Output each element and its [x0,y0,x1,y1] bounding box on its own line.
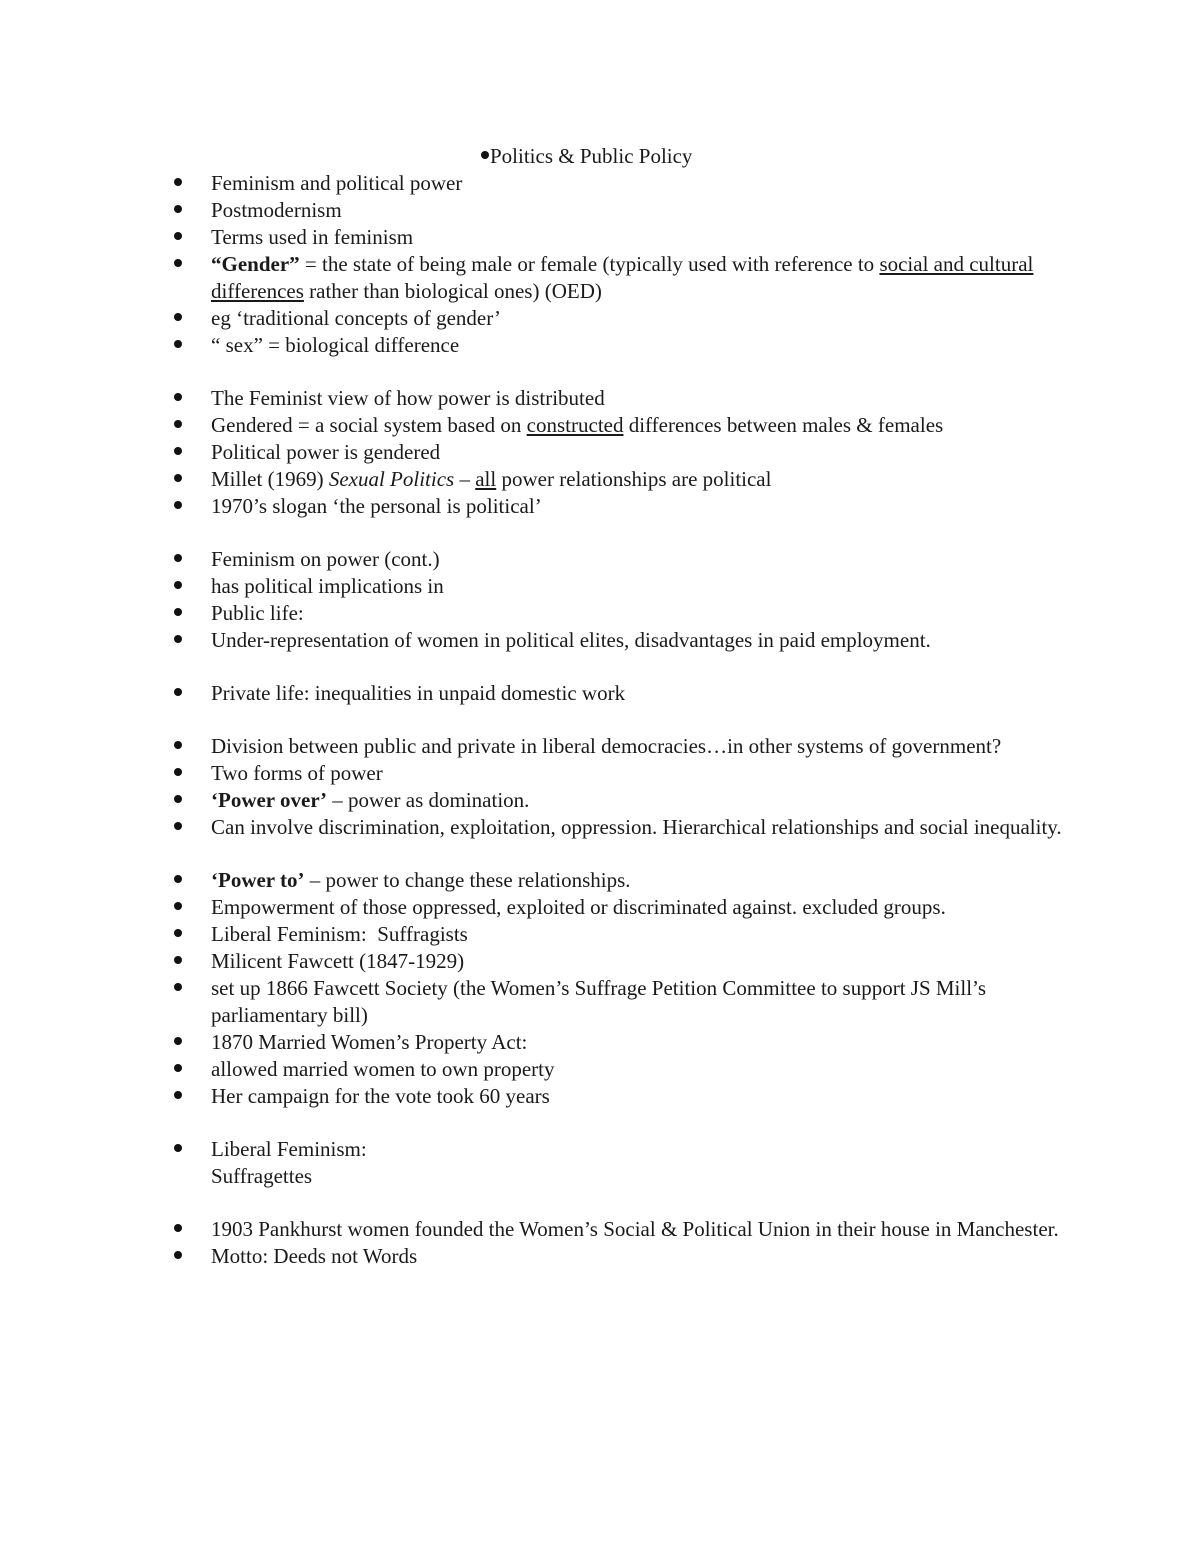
item-text: Liberal Feminism: [211,1137,367,1161]
list-item [211,1056,1081,1083]
list-item [211,466,1081,493]
list-item [211,948,1081,975]
underlined-text: constructed [526,413,624,437]
list-item [211,600,1081,627]
bullet-icon [174,741,182,749]
bullet-icon [174,822,182,830]
bullet-icon [174,768,182,776]
list-item [211,251,1081,305]
bullet-icon [174,635,182,643]
document-title [490,143,1190,170]
bullet-icon [481,151,489,159]
bullet-icon [174,178,182,186]
item-text: Under-representation of women in political elites, disadvantages in paid employment. [211,628,931,652]
item-text: Feminism on power (cont.) [211,547,440,571]
item-text: differences between males & females [623,413,944,437]
bullet-icon [174,581,182,589]
list-item [211,332,1081,359]
item-text: 1870 Married Women’s Property Act: [211,1030,528,1054]
list-item [211,1136,1081,1190]
item-text: – power as domination. [327,788,530,812]
list-item [211,1216,1081,1243]
item-text: allowed married women to own property [211,1057,555,1081]
item-text: Gendered = a social system based on [211,413,527,437]
list-item [211,305,1081,332]
power-over-term: ‘Power over’ [211,788,328,812]
item-text: Milicent Fawcett (1847-1929) [211,949,465,973]
list-item [211,546,1081,573]
item-text: 1903 Pankhurst women founded the Women’s Social & Political Union in their house in Manchester. [211,1217,1059,1241]
item-text: Her campaign for the vote took 60 years [211,1084,550,1108]
list-item [211,814,1081,841]
power-to-term: ‘Power to’ [211,868,305,892]
item-text: Terms used in feminism [211,225,414,249]
bullet-icon [174,1091,182,1099]
item-text: – power to change these relationships. [304,868,631,892]
bullet-icon [174,1224,182,1232]
list-item [211,224,1081,251]
bullet-icon [174,929,182,937]
bullet-icon [174,1037,182,1045]
list-item [211,412,1081,439]
list-item [211,680,1081,707]
item-text: Political power is gendered [211,440,441,464]
underlined-text: all [475,467,497,491]
bullet-icon [174,205,182,213]
item-text: eg ‘traditional concepts of gender’ [211,306,501,330]
list-item [211,385,1081,412]
list-item [211,1243,1081,1270]
bullet-icon [174,983,182,991]
item-text: Liberal Feminism: Suffragists [211,922,468,946]
item-text: “ sex” = biological difference [211,333,460,357]
bullet-icon [174,795,182,803]
item-text: Empowerment of those oppressed, exploited or discriminated against. excluded groups. [211,895,946,919]
item-text: set up 1866 Fawcett Society (the Women’s Suffrage Petition Committee to support JS Mill’s parliamentary bill) [211,976,987,1027]
list-item [211,760,1081,787]
bullet-icon [174,1144,182,1152]
bullet-icon [174,554,182,562]
item-text: Postmodernism [211,198,342,222]
item-text: Motto: Deeds not Words [211,1244,418,1268]
list-item [211,493,1081,520]
bullet-icon [174,501,182,509]
item-text: Private life: inequalities in unpaid domestic work [211,681,626,705]
bullet-icon [174,956,182,964]
item-text: – [454,467,476,491]
item-text: Suffragettes [211,1164,313,1188]
item-text: Millet (1969) [211,467,329,491]
bullet-icon [174,340,182,348]
item-text: Division between public and private in liberal democracies…in other systems of government? [211,734,1002,758]
bullet-list [211,170,1081,1270]
bullet-icon [174,875,182,883]
item-text: Two forms of power [211,761,383,785]
bullet-icon [174,393,182,401]
bullet-icon [174,608,182,616]
list-item [211,975,1081,1029]
list-item [211,439,1081,466]
item-text: = the state of being male or female (typically used with reference to [299,252,880,276]
item-text: 1970’s slogan ‘the personal is political’ [211,494,542,518]
bullet-icon [174,447,182,455]
list-item [211,170,1081,197]
bullet-icon [174,232,182,240]
list-item [211,627,1081,654]
list-item [211,573,1081,600]
list-item [211,197,1081,224]
bullet-icon [174,420,182,428]
item-text: Public life: [211,601,304,625]
item-text: Can involve discrimination, exploitation, oppression. Hierarchical relationships and social inequality. [211,815,1062,839]
item-text: The Feminist view of how power is distributed [211,386,605,410]
list-item [211,1083,1081,1110]
gender-term: “Gender” [211,252,300,276]
bullet-icon [174,313,182,321]
bullet-icon [174,1251,182,1259]
item-text: power relationships are political [496,467,772,491]
bullet-icon [174,474,182,482]
item-text: Feminism and political power [211,171,463,195]
list-item [211,1029,1081,1056]
list-item [211,787,1081,814]
item-text: rather than biological ones) (OED) [303,279,602,303]
bullet-icon [174,688,182,696]
bullet-icon [174,259,182,267]
list-item [211,894,1081,921]
list-item [211,867,1081,894]
list-item [211,733,1081,760]
bullet-icon [174,902,182,910]
title-text: Politics & Public Policy [490,144,693,168]
item-text: has political implications in [211,574,444,598]
book-title: Sexual Politics [328,467,455,491]
bullet-icon [174,1064,182,1072]
underlined-text: social and cultural differences [211,252,1034,303]
list-item [211,921,1081,948]
